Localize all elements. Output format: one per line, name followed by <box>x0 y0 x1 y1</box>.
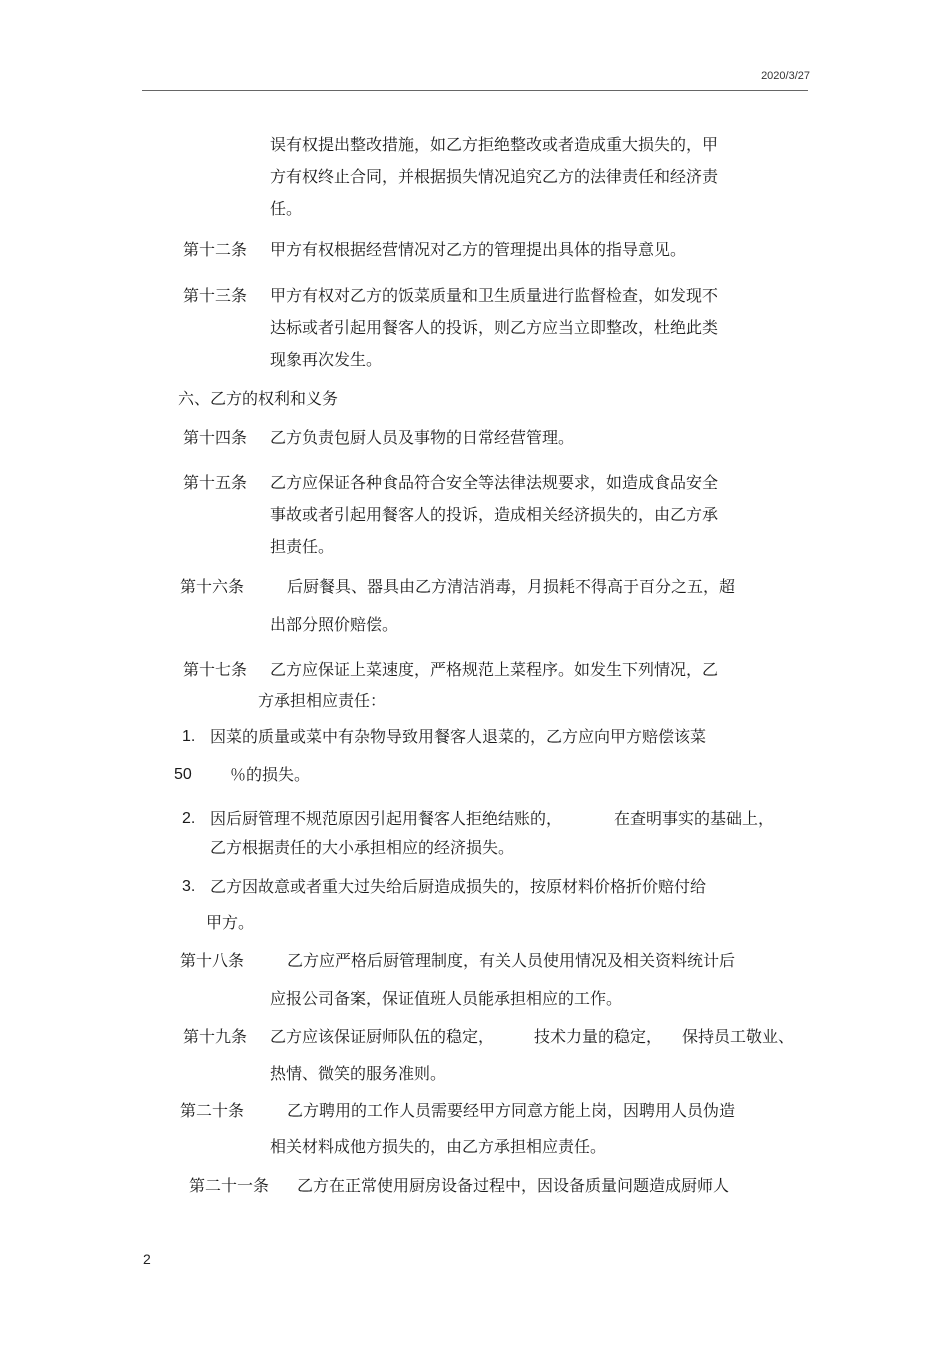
text-line: 技术力量的稳定， <box>534 1027 663 1046</box>
article-label: 第十八条 <box>180 951 245 970</box>
article-label: 第十五条 <box>183 473 248 492</box>
text-line: 在查明事实的基础上， <box>614 809 775 828</box>
text-line: 乙方聘用的工作人员需要经甲方同意方能上岗，因聘用人员伪造 <box>287 1101 736 1120</box>
section-heading: 六、乙方的权利和义务 <box>178 389 339 408</box>
text-line: 误有权提出整改措施，如乙方拒绝整改或者造成重大损失的，甲 <box>270 135 719 154</box>
text-line: 保持员工敬业、 <box>682 1027 795 1046</box>
article-label: 第二十条 <box>180 1101 245 1120</box>
text-line: 热情、微笑的服务准则。 <box>270 1064 447 1083</box>
list-number: 2. <box>182 810 196 827</box>
text-line: 相关材料成他方损失的，由乙方承担相应责任。 <box>270 1137 607 1156</box>
text-line: 因后厨管理不规范原因引起用餐客人拒绝结账的， <box>210 809 563 828</box>
text-line: ％的损失。 <box>230 765 311 784</box>
article-label: 第十七条 <box>183 660 248 679</box>
text-line: 现象再次发生。 <box>270 350 383 369</box>
article-label: 第十九条 <box>183 1027 248 1046</box>
text-line: 乙方负责包厨人员及事物的日常经营管理。 <box>270 428 575 447</box>
text-line: 乙方应保证各种食品符合安全等法律法规要求，如造成食品安全 <box>270 473 719 492</box>
text-line: 达标或者引起用餐客人的投诉，则乙方应当立即整改，杜绝此类 <box>270 318 719 337</box>
percent-value: 50 <box>174 766 192 783</box>
text-line: 乙方应保证上菜速度，严格规范上菜程序。如发生下列情况，乙 <box>270 660 719 679</box>
text-line: 任。 <box>270 199 303 218</box>
text-line: 甲方有权对乙方的饭菜质量和卫生质量进行监督检查，如发现不 <box>270 286 719 305</box>
text-line: 担责任。 <box>270 537 335 556</box>
text-line: 乙方因故意或者重大过失给后厨造成损失的，按原材料价格折价赔付给 <box>210 877 707 896</box>
page-number: 2 <box>143 1251 151 1267</box>
list-number: 3. <box>182 878 196 895</box>
header-date: 2020/3/27 <box>761 70 810 82</box>
text-line: 甲方。 <box>206 913 255 932</box>
text-line: 后厨餐具、器具由乙方清洁消毒，月损耗不得高于百分之五，超 <box>287 577 736 596</box>
article-label: 第二十一条 <box>189 1176 270 1195</box>
text-line: 应报公司备案，保证值班人员能承担相应的工作。 <box>270 989 623 1008</box>
header-rule <box>142 90 808 91</box>
article-label: 第十六条 <box>180 577 245 596</box>
text-line: 方承担相应责任： <box>258 691 387 710</box>
text-line: 因菜的质量或菜中有杂物导致用餐客人退菜的，乙方应向甲方赔偿该菜 <box>210 727 707 746</box>
text-line: 方有权终止合同，并根据损失情况追究乙方的法律责任和经济责 <box>270 167 719 186</box>
article-label: 第十二条 <box>183 240 248 259</box>
text-line: 甲方有权根据经营情况对乙方的管理提出具体的指导意见。 <box>270 240 687 259</box>
text-line: 乙方在正常使用厨房设备过程中，因设备质量问题造成厨师人 <box>297 1176 730 1195</box>
text-line: 出部分照价赔偿。 <box>270 615 399 634</box>
text-line: 事故或者引起用餐客人的投诉，造成相关经济损失的，由乙方承 <box>270 505 719 524</box>
text-line: 乙方根据责任的大小承担相应的经济损失。 <box>210 838 515 857</box>
list-number: 1. <box>182 728 196 745</box>
article-label: 第十四条 <box>183 428 248 447</box>
article-label: 第十三条 <box>183 286 248 305</box>
text-line: 乙方应严格后厨管理制度，有关人员使用情况及相关资料统计后 <box>287 951 736 970</box>
text-line: 乙方应该保证厨师队伍的稳定， <box>270 1027 495 1046</box>
